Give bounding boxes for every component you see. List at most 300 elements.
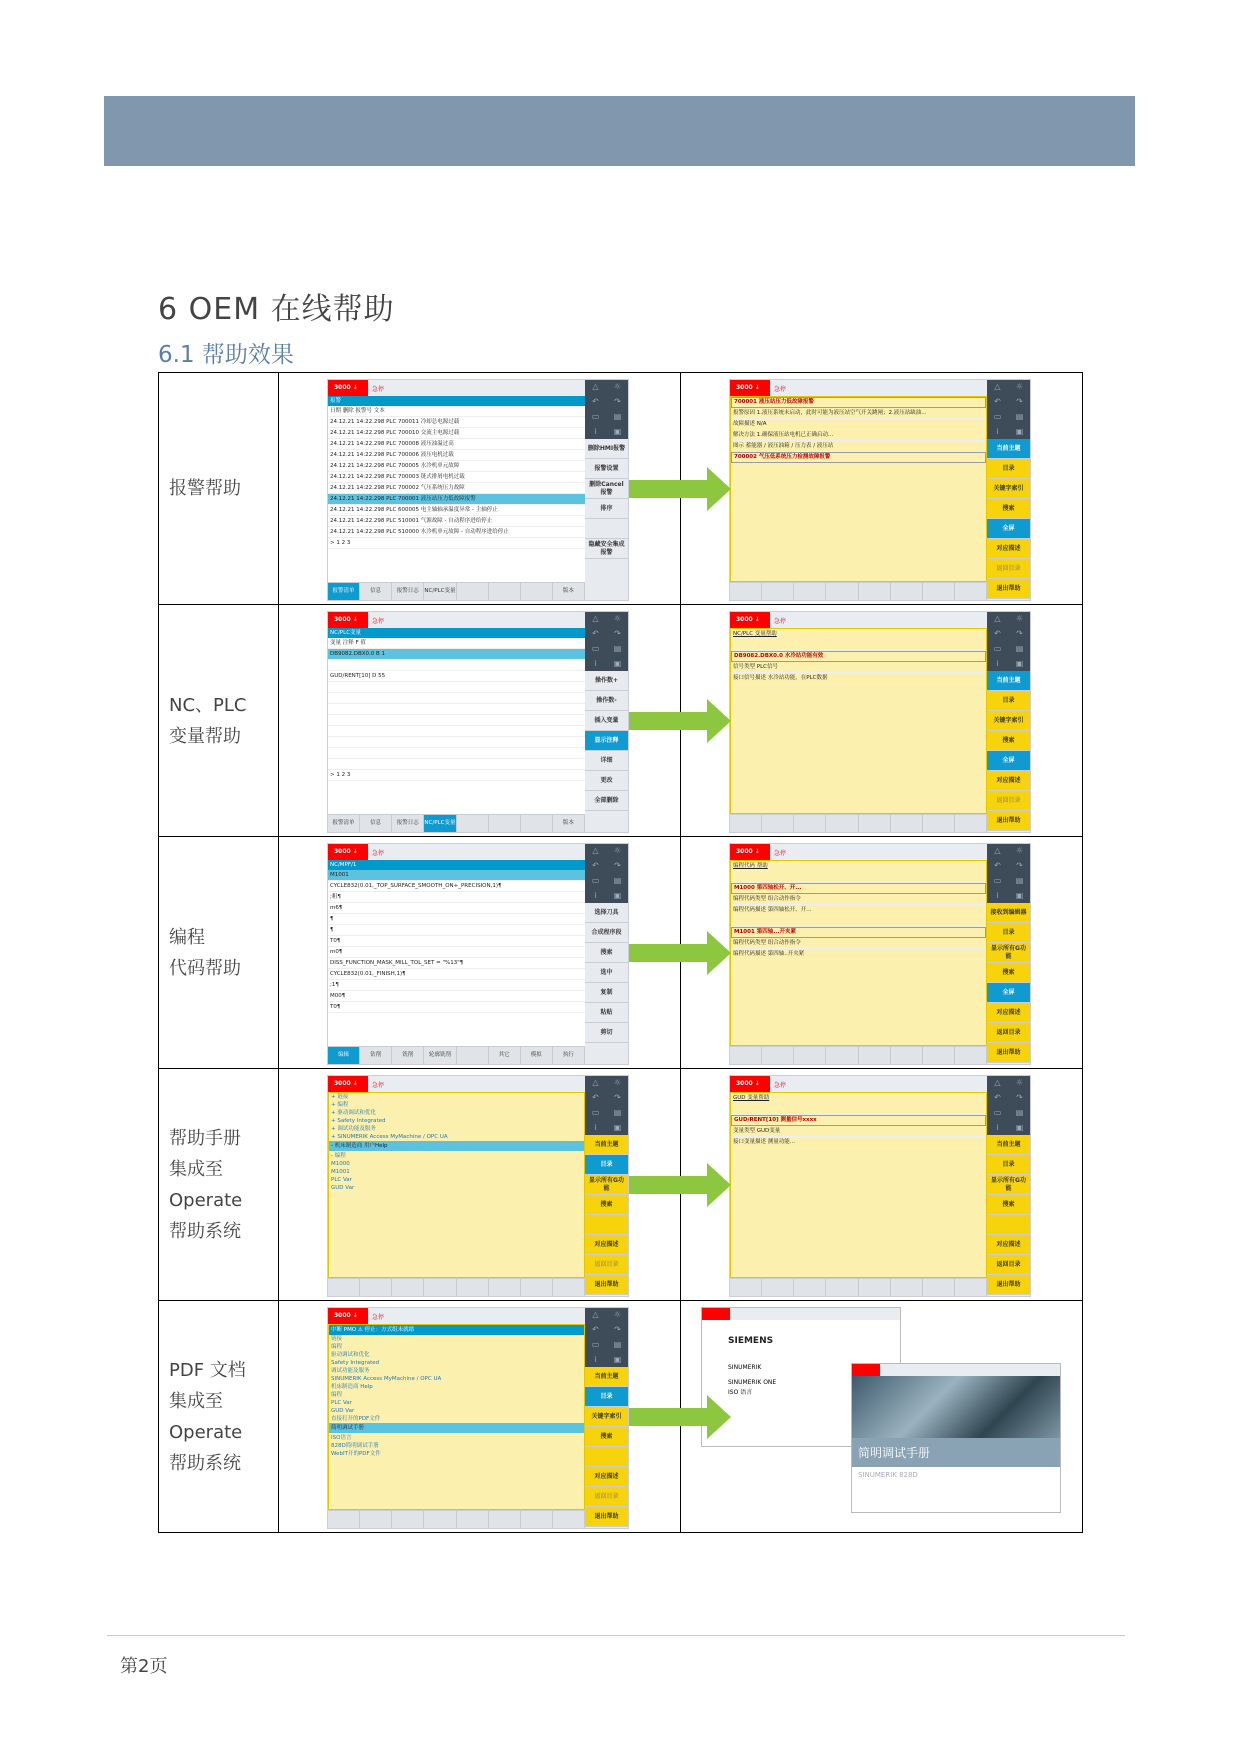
channel-status: 3000 ↓ xyxy=(328,1076,368,1092)
content-line[interactable]: 24.12.21 14:22.298 PLC 510000 水冷机单元故障 - 自动程序进给停止 xyxy=(328,527,585,538)
before-cell xyxy=(279,373,681,605)
horizontal-softkey[interactable] xyxy=(457,1279,489,1296)
help-content xyxy=(328,1092,585,1278)
softkey[interactable]: 目录 xyxy=(987,459,1030,479)
horizontal-softkey[interactable]: 执行 xyxy=(553,1047,585,1064)
horizontal-softkey[interactable] xyxy=(923,815,955,832)
hmi-function-icon[interactable]: ▤ xyxy=(1015,412,1024,421)
help-content xyxy=(730,628,987,814)
hmi-function-icon[interactable]: ☼ xyxy=(613,846,622,855)
channel-status: 3000 ↓ xyxy=(328,380,368,396)
horizontal-softkey[interactable] xyxy=(730,815,762,832)
horizontal-softkey[interactable] xyxy=(826,1047,858,1064)
horizontal-softkey[interactable] xyxy=(891,1279,923,1296)
content-line[interactable] xyxy=(328,693,585,704)
softkey[interactable]: 接收到编辑器 xyxy=(987,903,1030,923)
softkey[interactable]: 显示所有G功能 xyxy=(987,943,1030,963)
content-line[interactable]: 24.12.21 14:22.298 PLC 700002 气压系统压力故障 xyxy=(328,483,585,494)
hmi-function-icon[interactable]: ↷ xyxy=(1016,397,1023,406)
horizontal-softkey[interactable] xyxy=(859,1047,891,1064)
softkey[interactable]: 退出帮助 xyxy=(987,1275,1030,1295)
softkey[interactable]: 关键字索引 xyxy=(585,1407,628,1427)
horizontal-softkey[interactable] xyxy=(360,1511,392,1528)
softkey[interactable]: 粘贴 xyxy=(585,1003,628,1023)
horizontal-softkey[interactable] xyxy=(955,815,987,832)
softkey[interactable]: 隐藏安全集成报警 xyxy=(585,539,628,559)
content-line: 编程代码 帮助 xyxy=(733,863,768,869)
hmi-function-icon[interactable]: ▣ xyxy=(1015,891,1024,900)
hmi-screen xyxy=(327,611,629,833)
hmi-function-icon[interactable]: ☼ xyxy=(1015,382,1024,391)
content-line[interactable]: ¶ xyxy=(328,925,585,936)
hmi-function-icon[interactable]: ▣ xyxy=(613,659,622,668)
content-line[interactable]: 简明调试手册 xyxy=(329,1423,584,1434)
content-line[interactable]: CYCLE832(0.01,_TOP_SURFACE_SMOOTH_ON+_PRECISION,1)¶ xyxy=(328,881,585,892)
softkey[interactable]: 全屏 xyxy=(987,751,1030,771)
horizontal-softkey[interactable] xyxy=(457,1047,489,1064)
softkey[interactable]: 选择刀具 xyxy=(585,903,628,923)
row-label-line: 帮助手册 xyxy=(169,1127,241,1149)
content-line: 编程 xyxy=(331,1392,343,1398)
hmi-function-icon[interactable]: i xyxy=(594,427,597,436)
hmi-function-icon[interactable]: ☼ xyxy=(613,382,622,391)
hmi-function-icon[interactable]: ↷ xyxy=(1016,629,1023,638)
hmi-function-icon[interactable]: ☼ xyxy=(1015,1078,1024,1087)
content-line[interactable] xyxy=(328,726,585,737)
emergency-stop-text: 急停 xyxy=(372,618,385,625)
horizontal-softkeys xyxy=(730,814,987,832)
channel-status: 3000 ↓ xyxy=(328,612,368,628)
softkey[interactable]: 复制 xyxy=(585,983,628,1003)
hmi-function-icon[interactable]: ▤ xyxy=(1015,1108,1024,1117)
horizontal-softkey[interactable] xyxy=(826,583,858,600)
horizontal-softkey[interactable] xyxy=(392,1279,424,1296)
content-line[interactable] xyxy=(328,759,585,770)
horizontal-softkey[interactable]: 钻削 xyxy=(360,1047,392,1064)
hmi-function-icon[interactable]: i xyxy=(594,659,597,668)
content-line[interactable]: T0¶ xyxy=(328,936,585,947)
content-line[interactable]: - 机床制造商 用户Help xyxy=(329,1141,584,1152)
content-line: 驱动调试和优化 xyxy=(331,1352,370,1358)
horizontal-softkey[interactable] xyxy=(891,815,923,832)
softkey[interactable]: 搜索 xyxy=(987,731,1030,751)
softkey[interactable]: 报警设置 xyxy=(585,459,628,479)
horizontal-softkey[interactable] xyxy=(457,1511,489,1528)
content-line xyxy=(731,872,986,883)
help-content xyxy=(730,860,987,1046)
softkey[interactable]: 选中 xyxy=(585,963,628,983)
row-label-line: PDF 文档 xyxy=(169,1359,246,1381)
row-label xyxy=(159,373,279,605)
hmi-function-icon[interactable]: ☼ xyxy=(613,1310,622,1319)
softkey[interactable]: 对应描述 xyxy=(987,539,1030,559)
hmi-function-icon[interactable]: ↷ xyxy=(614,1093,621,1102)
softkey[interactable]: 目录 xyxy=(585,1155,628,1175)
hmi-function-icon[interactable]: ↶ xyxy=(592,397,599,406)
horizontal-softkey[interactable] xyxy=(794,1047,826,1064)
content-line[interactable]: 变量 注释 F 值 xyxy=(328,638,585,649)
horizontal-softkey[interactable]: 轮廓铣削 xyxy=(424,1047,456,1064)
content-line[interactable] xyxy=(328,748,585,759)
softkey[interactable]: 搜索 xyxy=(987,1195,1030,1215)
softkey[interactable]: 返回目录 xyxy=(987,1023,1030,1043)
horizontal-softkey[interactable]: 铣削 xyxy=(392,1047,424,1064)
softkey[interactable]: 搜索 xyxy=(987,499,1030,519)
horizontal-softkey[interactable] xyxy=(553,1279,585,1296)
hmi-function-icon[interactable]: ↷ xyxy=(614,861,621,870)
content-line[interactable]: 24.12.21 14:22.298 PLC 700011 冷却总电源过载 xyxy=(328,417,585,428)
softkey[interactable]: 退出帮助 xyxy=(585,1275,628,1295)
horizontal-softkey[interactable]: 模拟 xyxy=(521,1047,553,1064)
content-line[interactable]: DISS_FUNCTION_MASK_MILL_TOL_SET = "%13"¶ xyxy=(328,958,585,969)
content-line[interactable] xyxy=(328,737,585,748)
content-line[interactable]: M00¶ xyxy=(328,991,585,1002)
horizontal-softkey[interactable] xyxy=(360,1279,392,1296)
hmi-function-icon[interactable]: ↶ xyxy=(994,397,1001,406)
softkey[interactable]: 显示注释 xyxy=(585,731,628,751)
hmi-function-icon[interactable]: ▣ xyxy=(613,1123,622,1132)
row-label-line: Operate xyxy=(169,1421,243,1443)
hmi-function-icon[interactable]: ▭ xyxy=(591,1340,600,1349)
softkey[interactable]: 退出帮助 xyxy=(585,1507,628,1527)
softkey[interactable]: 返回目录 xyxy=(585,1255,628,1275)
horizontal-softkey[interactable] xyxy=(521,815,553,832)
hmi-function-icon[interactable]: ↶ xyxy=(592,1093,599,1102)
softkey[interactable]: 关键字索引 xyxy=(987,711,1030,731)
horizontal-softkey[interactable] xyxy=(730,1047,762,1064)
hmi-function-icon[interactable]: △ xyxy=(994,382,1001,391)
hmi-function-icon[interactable]: ▭ xyxy=(993,876,1002,885)
content-line: M1000 第四轴松开、开... xyxy=(731,883,986,894)
horizontal-softkey[interactable] xyxy=(859,583,891,600)
softkey[interactable]: 合成程序段 xyxy=(585,923,628,943)
horizontal-softkey[interactable] xyxy=(489,1511,521,1528)
hmi-function-icon[interactable]: ▣ xyxy=(613,427,622,436)
softkey[interactable]: 当前主题 xyxy=(987,1135,1030,1155)
content-line[interactable]: 24.12.21 14:22.298 PLC 700008 液压油温过高 xyxy=(328,439,585,450)
channel-status xyxy=(852,1364,880,1376)
content-line[interactable]: 24.12.21 14:22.298 PLC 700001 液压站压力低故障报警 xyxy=(328,494,585,505)
horizontal-softkey[interactable]: 版本 xyxy=(553,583,585,600)
softkey[interactable]: 当前主题 xyxy=(585,1135,628,1155)
content-line[interactable]: m6¶ xyxy=(328,903,585,914)
horizontal-softkey[interactable] xyxy=(794,1279,826,1296)
horizontal-softkey[interactable] xyxy=(891,583,923,600)
hmi-function-icon[interactable]: ☼ xyxy=(1015,846,1024,855)
softkey[interactable]: 返回目录 xyxy=(987,791,1030,811)
content-line[interactable]: > 1 2 3 xyxy=(328,538,585,549)
hmi-function-icon[interactable]: ↶ xyxy=(592,1325,599,1334)
content-line[interactable]: CYCLE832(0.01,_FINISH,1)¶ xyxy=(328,969,585,980)
horizontal-softkey[interactable] xyxy=(489,583,521,600)
hmi-function-icon[interactable]: i xyxy=(996,1123,999,1132)
softkey[interactable]: 返回目录 xyxy=(987,559,1030,579)
row-label-line: 帮助系统 xyxy=(169,1452,241,1474)
hmi-function-icon[interactable]: ↶ xyxy=(994,861,1001,870)
softkey[interactable]: 更改 xyxy=(585,771,628,791)
hmi-function-icon[interactable]: ▤ xyxy=(613,644,622,653)
content-line[interactable]: 24.12.21 14:22.298 PLC 510001 气源故障 - 自动程序进给停止 xyxy=(328,516,585,527)
content-line[interactable]: ¶ xyxy=(328,914,585,925)
hmi-function-icon[interactable]: ▭ xyxy=(591,876,600,885)
softkey[interactable]: 退出帮助 xyxy=(987,811,1030,831)
softkey[interactable]: 对应描述 xyxy=(987,1235,1030,1255)
horizontal-softkey[interactable] xyxy=(457,583,489,600)
hmi-function-icon[interactable]: △ xyxy=(994,1078,1001,1087)
hmi-function-icon[interactable]: △ xyxy=(592,846,599,855)
horizontal-softkey[interactable] xyxy=(923,1279,955,1296)
hmi-function-icon[interactable]: ↷ xyxy=(1016,861,1023,870)
softkey[interactable]: 插入变量 xyxy=(585,711,628,731)
softkey[interactable]: 对应描述 xyxy=(987,771,1030,791)
row-label-line: 帮助系统 xyxy=(169,1220,241,1242)
horizontal-softkey[interactable] xyxy=(730,1279,762,1296)
horizontal-softkey[interactable] xyxy=(923,583,955,600)
softkey[interactable]: 返回目录 xyxy=(585,1487,628,1507)
softkey[interactable]: 退出帮助 xyxy=(987,579,1030,599)
horizontal-softkey[interactable]: 其它 xyxy=(489,1047,521,1064)
hmi-function-icon[interactable]: ▭ xyxy=(993,412,1002,421)
softkey-panel xyxy=(585,380,628,600)
section-title: 6.1 帮助效果 xyxy=(158,342,294,368)
hmi-function-icon[interactable]: ↷ xyxy=(1016,1093,1023,1102)
content-line: NC/PLC 变量帮助 xyxy=(733,631,777,637)
softkey[interactable]: 删除Cancel报警 xyxy=(585,479,628,499)
horizontal-softkey[interactable]: 编辑 xyxy=(328,1047,360,1064)
content-line: 700002 气压低系统压力检测故障报警 xyxy=(731,452,986,463)
hmi-function-icon[interactable]: ▣ xyxy=(1015,659,1024,668)
softkey[interactable]: 目录 xyxy=(987,1155,1030,1175)
hmi-function-icon[interactable]: △ xyxy=(592,1078,599,1087)
softkey[interactable]: 当前主题 xyxy=(987,439,1030,459)
horizontal-softkey[interactable] xyxy=(521,1511,553,1528)
softkey[interactable]: 全屏 xyxy=(987,983,1030,1003)
softkey[interactable]: 排序 xyxy=(585,499,628,519)
horizontal-softkey[interactable] xyxy=(457,815,489,832)
softkey[interactable]: 对应描述 xyxy=(585,1235,628,1255)
content-line: GUD Var xyxy=(331,1185,355,1191)
status-bar xyxy=(702,1308,900,1320)
content-line: + Safety Integrated xyxy=(331,1118,386,1124)
hmi-function-icon[interactable]: △ xyxy=(994,846,1001,855)
softkey[interactable]: 搜索 xyxy=(987,963,1030,983)
softkey[interactable]: 搜索 xyxy=(585,1427,628,1447)
hmi-function-icon[interactable]: ▣ xyxy=(1015,427,1024,436)
hmi-function-icon[interactable]: △ xyxy=(592,1310,599,1319)
content-line[interactable] xyxy=(328,660,585,671)
softkey[interactable]: 显示所有G功能 xyxy=(585,1175,628,1195)
hmi-function-icon[interactable]: ▣ xyxy=(613,1355,622,1364)
content-line[interactable]: > 1 2 3 xyxy=(328,770,585,781)
hmi-function-icon[interactable]: ▤ xyxy=(1015,644,1024,653)
hmi-function-icon[interactable]: ↶ xyxy=(592,861,599,870)
horizontal-softkey[interactable] xyxy=(891,1047,923,1064)
content-line[interactable]: ;1¶ xyxy=(328,980,585,991)
horizontal-softkey[interactable] xyxy=(489,1279,521,1296)
hmi-function-icon[interactable]: △ xyxy=(994,614,1001,623)
softkey[interactable]: 当前主题 xyxy=(987,671,1030,691)
hmi-function-icon[interactable]: ▤ xyxy=(613,876,622,885)
horizontal-softkey[interactable]: 报警日志 xyxy=(392,583,424,600)
horizontal-softkey[interactable] xyxy=(521,583,553,600)
hmi-function-icon[interactable]: ☼ xyxy=(1015,614,1024,623)
content-line: GUD 变量帮助 xyxy=(733,1095,770,1101)
content-line: 故障描述 N/A xyxy=(731,419,986,430)
softkey[interactable]: 当前主题 xyxy=(585,1367,628,1387)
status-bar xyxy=(730,1076,987,1092)
hmi-function-icon[interactable]: ▣ xyxy=(1015,1123,1024,1132)
horizontal-softkey[interactable] xyxy=(424,1511,456,1528)
horizontal-softkey[interactable]: 报警清单 xyxy=(328,815,360,832)
hmi-function-icon[interactable]: ☼ xyxy=(613,1078,622,1087)
content-line[interactable]: M1001 xyxy=(328,870,585,881)
horizontal-softkey[interactable]: 报警日志 xyxy=(392,815,424,832)
hmi-function-icon[interactable]: ☼ xyxy=(613,614,622,623)
horizontal-softkey[interactable]: 信息 xyxy=(360,815,392,832)
content-line[interactable]: T0¶ xyxy=(328,1002,585,1013)
horizontal-softkeys xyxy=(328,1046,585,1064)
horizontal-softkey[interactable] xyxy=(392,1511,424,1528)
hmi-function-icon[interactable]: i xyxy=(996,659,999,668)
softkey[interactable]: 搜索 xyxy=(585,1195,628,1215)
softkey[interactable]: 关键字索引 xyxy=(987,479,1030,499)
content-line[interactable] xyxy=(328,704,585,715)
horizontal-softkey[interactable] xyxy=(923,1047,955,1064)
softkey[interactable]: 操作数+ xyxy=(585,671,628,691)
content-line[interactable]: 24.12.21 14:22.298 PLC 700005 水冷机单元故障 xyxy=(328,461,585,472)
horizontal-softkey[interactable] xyxy=(762,1047,794,1064)
horizontal-softkey[interactable] xyxy=(730,583,762,600)
content-line: 解决方法 1.确保液压站电机已正确启动... xyxy=(731,430,986,441)
horizontal-softkey[interactable] xyxy=(553,1511,585,1528)
horizontal-softkey[interactable]: NC/PLC变量 xyxy=(424,583,456,600)
content-line: 编程代码类型 组合动作指令 xyxy=(731,894,986,905)
hmi-function-icon[interactable]: ▣ xyxy=(613,891,622,900)
softkey[interactable]: 对应描述 xyxy=(987,1003,1030,1023)
hmi-function-icon[interactable]: ▤ xyxy=(613,1340,622,1349)
content-line xyxy=(731,916,986,927)
horizontal-softkey[interactable]: 信息 xyxy=(360,583,392,600)
softkey[interactable]: 退出帮助 xyxy=(987,1043,1030,1063)
content-line[interactable] xyxy=(328,715,585,726)
hmi-function-icon[interactable]: i xyxy=(594,1123,597,1132)
horizontal-softkey[interactable] xyxy=(521,1279,553,1296)
horizontal-softkey[interactable]: NC/PLC变量 xyxy=(424,815,456,832)
emergency-stop-text: 急停 xyxy=(372,1082,385,1089)
horizontal-softkey[interactable] xyxy=(328,1279,360,1296)
content-line[interactable]: GUD/RENT[10] D 55 xyxy=(328,671,585,682)
horizontal-softkey[interactable] xyxy=(762,583,794,600)
hmi-function-icon[interactable]: ▭ xyxy=(993,1108,1002,1117)
softkey[interactable]: 全部删除 xyxy=(585,791,628,811)
hmi-function-icon[interactable]: i xyxy=(996,891,999,900)
horizontal-softkey[interactable]: 版本 xyxy=(553,815,585,832)
content-line[interactable]: 24.12.21 14:22.298 PLC 600005 电主轴轴承温度异常 - 主轴停止 xyxy=(328,505,585,516)
content-line[interactable]: DB9082.DBX0.0 B 1 xyxy=(328,649,585,660)
softkey[interactable]: 删除HMI报警 xyxy=(585,439,628,459)
softkey[interactable]: 返回目录 xyxy=(987,1255,1030,1275)
softkey[interactable]: 目录 xyxy=(987,691,1030,711)
softkey[interactable]: 剪切 xyxy=(585,1023,628,1043)
softkey[interactable]: 对应描述 xyxy=(585,1467,628,1487)
horizontal-softkey[interactable] xyxy=(762,1279,794,1296)
hmi-function-icon[interactable]: ▭ xyxy=(591,412,600,421)
hmi-function-icon[interactable]: i xyxy=(996,427,999,436)
softkey[interactable]: 搜索 xyxy=(585,943,628,963)
hmi-function-icon[interactable]: ▤ xyxy=(613,412,622,421)
softkey[interactable]: 操作数- xyxy=(585,691,628,711)
horizontal-softkey[interactable] xyxy=(424,1279,456,1296)
softkey[interactable]: 目录 xyxy=(585,1387,628,1407)
screen-title: NC/MPF/1 xyxy=(328,860,585,870)
hmi-function-icon[interactable]: ↷ xyxy=(614,397,621,406)
horizontal-softkey[interactable] xyxy=(859,815,891,832)
status-bar xyxy=(730,380,987,396)
hmi-function-icon[interactable]: ▭ xyxy=(993,644,1002,653)
horizontal-softkey[interactable] xyxy=(794,583,826,600)
channel-status xyxy=(702,1308,730,1320)
softkey[interactable]: 目录 xyxy=(987,923,1030,943)
horizontal-softkey[interactable] xyxy=(328,1511,360,1528)
hmi-function-icon[interactable]: ↶ xyxy=(994,629,1001,638)
hmi-function-icon[interactable]: ▭ xyxy=(591,1108,600,1117)
emergency-stop-text: 急停 xyxy=(774,618,787,625)
hmi-function-icon[interactable]: i xyxy=(594,891,597,900)
horizontal-softkey[interactable] xyxy=(955,583,987,600)
horizontal-softkey[interactable] xyxy=(489,815,521,832)
softkey[interactable]: 显示所有G功能 xyxy=(987,1175,1030,1195)
horizontal-softkey[interactable] xyxy=(955,1279,987,1296)
hmi-function-icon[interactable]: ▭ xyxy=(591,644,600,653)
hmi-function-icon[interactable]: ↷ xyxy=(614,629,621,638)
hmi-function-icon[interactable]: ▤ xyxy=(613,1108,622,1117)
hmi-function-icon[interactable]: ↶ xyxy=(592,629,599,638)
softkey[interactable] xyxy=(585,1215,628,1235)
horizontal-softkeys xyxy=(730,1046,987,1064)
hmi-function-icon[interactable]: ↷ xyxy=(614,1325,621,1334)
horizontal-softkey[interactable] xyxy=(762,815,794,832)
content-line[interactable]: m0¶ xyxy=(328,947,585,958)
content-line[interactable]: 日期 删除 报警号 文本 xyxy=(328,406,585,417)
hmi-function-icon[interactable]: ▤ xyxy=(1015,876,1024,885)
horizontal-softkey[interactable] xyxy=(826,815,858,832)
softkey[interactable]: 全屏 xyxy=(987,519,1030,539)
softkey[interactable] xyxy=(987,1215,1030,1235)
hmi-screen xyxy=(729,379,1031,601)
horizontal-softkey[interactable] xyxy=(794,815,826,832)
content-line[interactable]: 24.12.21 14:22.298 PLC 700003 链式排屑电机过载 xyxy=(328,472,585,483)
emergency-stop-text: 急停 xyxy=(372,850,385,857)
horizontal-softkey[interactable]: 报警清单 xyxy=(328,583,360,600)
horizontal-softkey[interactable] xyxy=(859,1279,891,1296)
softkey[interactable]: 详细 xyxy=(585,751,628,771)
content-line[interactable]: 24.12.21 14:22.298 PLC 700006 液压电机过载 xyxy=(328,450,585,461)
content-line[interactable]: 24.12.21 14:22.298 PLC 700010 交流主电源过载 xyxy=(328,428,585,439)
horizontal-softkey[interactable] xyxy=(826,1279,858,1296)
hmi-function-icon[interactable]: ↶ xyxy=(994,1093,1001,1102)
hmi-function-icon[interactable]: i xyxy=(594,1355,597,1364)
softkey[interactable] xyxy=(585,1447,628,1467)
softkey[interactable] xyxy=(585,519,628,539)
content-line: Safety Integrated xyxy=(331,1360,380,1366)
screen-title: 中断 PMO ⚠ 停止：方式组未就绪 xyxy=(329,1325,584,1335)
horizontal-softkey[interactable] xyxy=(955,1047,987,1064)
hmi-function-icon[interactable]: △ xyxy=(592,382,599,391)
pdf-screen-2 xyxy=(851,1363,1061,1513)
content-line[interactable] xyxy=(328,682,585,693)
content-line[interactable]: ;粗¶ xyxy=(328,892,585,903)
hmi-function-icon[interactable]: △ xyxy=(592,614,599,623)
